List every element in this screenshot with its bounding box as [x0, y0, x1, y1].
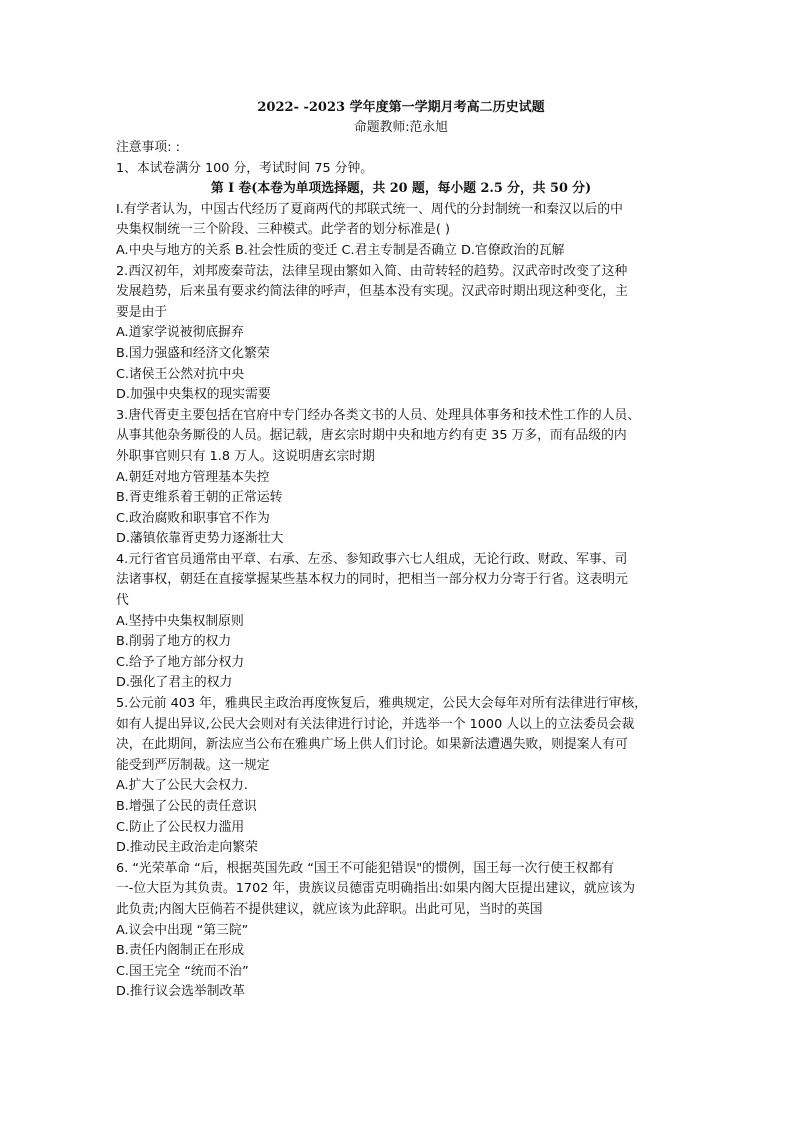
- question-1: [116, 200, 686, 262]
- option-c: C.防止了公民权力滥用: [116, 819, 245, 835]
- question-stem-line: 发展趋势，后来虽有要求约简法律的呼声，但基本没有实现。汉武帝时期出现这种变化，主: [116, 284, 628, 300]
- exam-author: 命题教师:范永旭: [354, 120, 448, 135]
- exam-title: 2022- -2023 学年度第一学期月考高二历史试题: [257, 100, 545, 115]
- section-heading: 第 I 卷(本卷为单项选择题，共 20 题，每小题 2.5 分，共 50 分): [210, 181, 592, 197]
- option-b: B.国力强盛和经济文化繁荣: [116, 345, 270, 361]
- option-d: D.加强中央集权的现实需要: [116, 387, 271, 403]
- option-c: C.诸侯王公然对抗中央: [116, 366, 245, 382]
- option-d: D.推行议会选举制改革: [116, 984, 246, 1000]
- question-stem-line: 法诸事权，朝廷在直接掌握某些基本权力的同时，把相当一部分权力分寄于行省。这表明元: [116, 572, 628, 588]
- question-stem-line: 外职事官则只有 1.8 万人。这说明唐玄宗时期: [116, 448, 375, 464]
- question-stem-line: 3.唐代胥吏主要包括在官府中专门经办各类文书的人员、处理具体事务和技术性工作的人员、: [116, 407, 641, 423]
- option-c: C.给予了地方部分权力: [116, 654, 245, 670]
- question-stem-line: 5.公元前 403 年，雅典民主政治再度恢复后，雅典规定，公民大会每年对所有法律进行审核，: [116, 696, 648, 712]
- question-2: [116, 262, 686, 406]
- option-a: A.扩大了公民大会权力.: [116, 778, 248, 794]
- question-stem-line: 2.西汉初年，刘邦废秦苛法，法律呈现由繁如入简、由苛转轻的趋势。汉武帝时改变了这种: [116, 263, 628, 279]
- question-stem-line: 能受到严厉制裁。这一规定: [116, 757, 270, 773]
- option-a: A.坚持中央集权制原则: [116, 613, 244, 629]
- option-b: B.责任内阁制正在形成: [116, 943, 245, 959]
- question-3: [116, 406, 686, 550]
- option-a: A.议会中出现 “第三院”: [116, 922, 249, 938]
- question-stem-line: 从事其他杂务厮役的人员。据记载，唐玄宗时期中央和地方约有吏 35 万多，而有品级的内: [116, 428, 627, 444]
- question-6: [116, 859, 686, 1003]
- question-stem-line: 4.元行省官员通常由平章、右承、左丞、参知政事六七人组成，无论行政、财政、军事、司: [116, 551, 628, 567]
- question-5: [116, 694, 686, 859]
- option-d: D.推动民主政治走向繁荣: [116, 840, 258, 856]
- question-stem-line: 央集权制统一三个阶段、三种模式。此学者的划分标准是( ): [116, 222, 450, 238]
- option-d: D.强化了君主的权力: [116, 675, 233, 691]
- question-stem-line: 决，在此期间，新法应当公布在雅典广场上供人们讨论。如果新法遭遇失败，则提案人有可: [116, 737, 628, 753]
- question-stem-line: 如有人提出异议,公民大会则对有关法律进行讨论，并选举一个 1000 人以上的立法委员会裁: [116, 716, 635, 732]
- exam-content: [116, 98, 686, 1003]
- question-options: A.中央与地方的关系 B.社会性质的变迁 C.君主专制是否确立 D.官僚政治的瓦解: [116, 242, 565, 258]
- option-c: C.国王完全 “统而不治”: [116, 963, 249, 979]
- question-stem-line: I.有学者认为，中国古代经历了夏商两代的邦联式统一、周代的分封制统一和秦汉以后的中: [116, 201, 623, 217]
- question-stem-line: 代: [116, 593, 129, 609]
- option-b: B.胥吏维系着王朝的正常运转: [116, 490, 283, 506]
- option-b: B.削弱了地方的权力: [116, 634, 232, 650]
- question-stem-line: 要是由于: [116, 304, 168, 320]
- question-4: [116, 550, 686, 694]
- option-a: A.道家学说被彻底摒弃: [116, 325, 244, 341]
- question-stem-line: 一-位大臣为其负责。1702 年，贵族议员德雷克明确指出:如果内阁大臣提出建议，就应该为: [116, 881, 636, 897]
- question-stem-line: 此负责;内阁大臣倘若不提供建议，就应该为此辞职。出此可见，当时的英国: [116, 901, 543, 917]
- notice-item: 1、本试卷满分 100 分，考试时间 75 分钟。: [116, 160, 374, 176]
- notice-heading: 注意事项: :: [116, 140, 180, 155]
- option-d: D.藩镇依靠胥吏势力逐渐壮大: [116, 531, 284, 547]
- option-b: B.增强了公民的责任意识: [116, 799, 257, 814]
- question-stem-line: 6. “光荣革命 “后，根据英国先政 “国王不可能犯错误"的惯例，国王每一次行使王权都有: [116, 860, 615, 876]
- option-c: C.政治腐败和职事官不作为: [116, 510, 270, 526]
- option-a: A.朝廷对地方管理基本失控: [116, 469, 270, 485]
